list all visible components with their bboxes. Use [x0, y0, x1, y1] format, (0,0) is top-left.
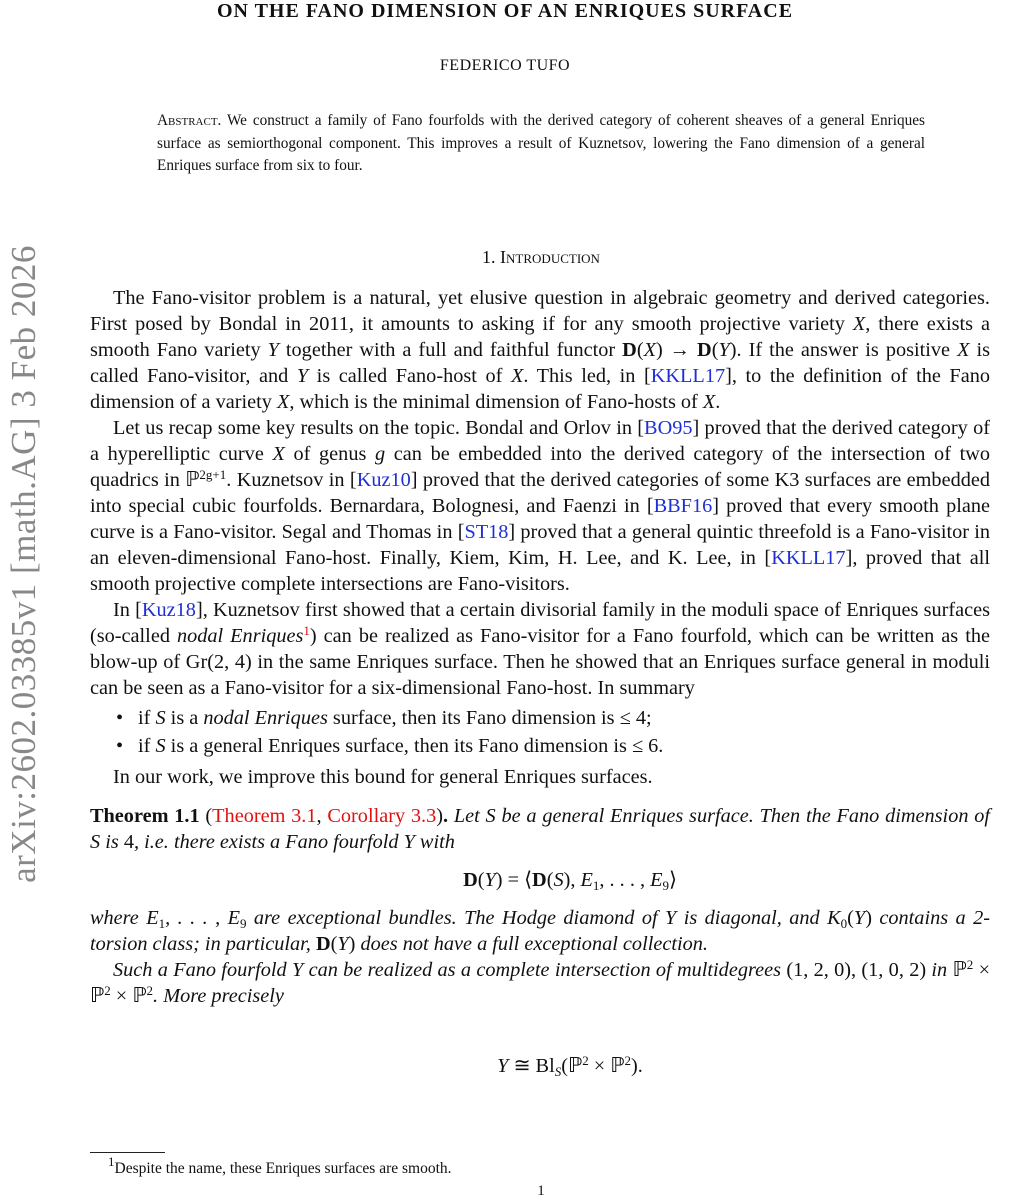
text-run: ], to the definition of the Fano dimension of a variety [90, 365, 990, 413]
text-run: can be embedded into the derived category of the intersection of two quadrics in ℙ [90, 443, 991, 491]
text-run: . Kuznetsov in [ [226, 469, 357, 491]
italic-text: nodal Enriques [176, 625, 304, 647]
text-run: , there exists a smooth Fano variety [90, 313, 990, 361]
text-run: (ℙ [561, 1055, 583, 1077]
equation-blowup [150, 1053, 990, 1079]
text-run: In our work, we improve this bound for general Enriques surfaces. [113, 766, 653, 788]
text-run: ) → [655, 339, 698, 361]
bold-text: D [315, 933, 331, 955]
italic-text: Y [267, 339, 279, 361]
text-run: of genus [284, 443, 375, 465]
text-run: × ℙ [90, 959, 991, 1007]
text-run: × ℙ [110, 985, 147, 1007]
text-run: Let us recap some key results on the topic. Bondal and Orlov in [ [113, 417, 645, 439]
italic-text: Y [296, 365, 309, 387]
italic-text: Y [718, 339, 730, 361]
text-run: ), [563, 869, 581, 891]
text-run: , which is the minimal dimension of Fano-hosts of [289, 391, 703, 413]
text-run: The Fano-visitor problem is a natural, yet elusive question in algebraic geometry and derived categories. First posed by Bondal in 2011, it amounts to asking if for any smooth projective variety [90, 287, 990, 335]
italic-text: contains a 2-torsion class; in particular, [90, 907, 990, 955]
arxiv-identifier: arXiv:2602.03385v1 [math.AG] 3 Feb 2026 [4, 245, 43, 883]
abstract [157, 110, 925, 178]
text-run: if [138, 707, 156, 729]
equation-derived-category [150, 867, 990, 893]
text-run: ≅ Bl [508, 1055, 555, 1077]
text-run: ⟩ [668, 869, 677, 891]
subscript: 1 [592, 878, 600, 893]
subscript: 1 [158, 916, 166, 931]
bold-text: D [463, 869, 478, 891]
subscript: 9 [239, 916, 247, 931]
text-run: is called Fano-visitor, and [90, 339, 990, 387]
subscript: 0 [840, 916, 848, 931]
paragraph-recap [90, 415, 990, 597]
superscript: 2 [582, 1053, 589, 1068]
footnote [108, 1154, 452, 1178]
superscript: 2 [146, 983, 154, 998]
text-run: ] proved that the derived categories of some K3 surfaces are embedded into special cubic fourfolds. Bernardara, Bolognesi, and Faenzi in [ [90, 469, 990, 517]
italic-text: in [926, 959, 953, 981]
superscript: 2g+1 [199, 467, 227, 482]
text-run: ) [865, 907, 872, 929]
theorem-statement [90, 803, 990, 855]
text-run: ( [546, 869, 554, 891]
bold-text: D [532, 869, 547, 891]
text-run: ) can be realized as Fano-visitor for a Fano fourfold, which can be written as the blow-up of Gr(2, 4) in the same Enriques surface. Then he showed that an Enriques surface general in moduli can be seen as a Fano-visitor for a six-dimensional Fano-host. In summary [90, 625, 990, 699]
italic-text: Let S be a general Enriques surface. Then the Fano dimension of S is [90, 805, 991, 853]
section-number: 1. [482, 247, 501, 267]
subscript: 9 [662, 878, 669, 893]
italic-text: E [580, 869, 593, 891]
italic-text: Y [337, 933, 349, 955]
text-run: , . . . , [599, 869, 651, 891]
italic-text: nodal Enriques [203, 707, 328, 729]
text-run: ) [348, 933, 356, 955]
section-title: Introduction [500, 247, 600, 267]
text-run: ] proved that a general quintic threefold is a Fano-visitor in an eleven-dimensional Fano-host. Finally, Kiem, Kim, H. Lee, and K. Lee, in [ [90, 521, 990, 569]
body-text [90, 285, 990, 1079]
italic-text: , i.e. there exists a Fano fourfold Y with [133, 831, 455, 853]
citation-link[interactable]: KKLL17 [650, 365, 726, 387]
list-item [138, 732, 990, 760]
citation-link[interactable]: Kuz18 [141, 599, 196, 621]
text-run: is a general Enriques surface, then its Fano dimension is ≤ 6. [165, 735, 664, 757]
text-run: (1, 2, 0), (1, 0, 2) [786, 959, 927, 981]
italic-text: , . . . , E [165, 907, 240, 929]
paragraph-our-work [90, 764, 990, 790]
citation-link[interactable]: KKLL17 [771, 547, 846, 569]
text-run: ], proved that all smooth projective complete intersections are Fano-visitors. [90, 547, 990, 595]
text-run: In [ [113, 599, 142, 621]
text-run: ] proved that every smooth plane curve is a Fano-visitor. Segal and Thomas in [ [90, 495, 990, 543]
italic-text: S [155, 735, 166, 757]
superscript: 2 [966, 957, 974, 972]
text-run: , [316, 805, 328, 827]
paper-title: ON THE FANO DIMENSION OF AN ENRIQUES SURFACE [216, 0, 794, 22]
text-run: ) = ⟨ [495, 869, 533, 891]
footnote-mark: 1 [108, 1154, 115, 1169]
section-heading [0, 247, 1010, 268]
author: FEDERICO TUFO [439, 57, 571, 74]
italic-text: g [375, 443, 386, 465]
italic-text: X [957, 339, 970, 361]
bold-text: Theorem 1.1 [90, 805, 200, 827]
cross-reference-link[interactable]: Theorem 3.1 [212, 805, 317, 827]
summary-list [90, 704, 990, 760]
superscript: 2 [104, 983, 111, 998]
theorem-realization [90, 957, 990, 1009]
cross-reference-link[interactable]: Corollary 3.3 [327, 805, 437, 827]
text-run: if [138, 735, 156, 757]
text-run: ℙ [952, 959, 967, 981]
text-run: ( [847, 907, 854, 929]
text-run: . This led, in [ [523, 365, 651, 387]
text-run: ] proved that the derived category of a hyperelliptic curve [90, 417, 990, 465]
text-run: ( [636, 339, 644, 361]
italic-text: where E [90, 907, 159, 929]
text-run: together with a full and faithful functor [278, 339, 623, 361]
list-item [138, 704, 990, 732]
italic-text: X [272, 443, 285, 465]
italic-text: Y [484, 869, 496, 891]
text-run: ( [477, 869, 485, 891]
paragraph-kuznetsov [90, 597, 990, 701]
italic-text: X [643, 339, 656, 361]
text-run: ). [631, 1055, 643, 1077]
superscript: 2 [624, 1053, 632, 1068]
italic-text: X [702, 391, 716, 413]
citation-link[interactable]: BBF16 [653, 495, 713, 517]
text-run: ( [199, 805, 213, 827]
italic-text: Such a Fano fourfold Y can be realized as a complete intersection of multidegrees [113, 959, 787, 981]
italic-text: . More precisely [153, 985, 284, 1007]
italic-text: E [650, 869, 663, 891]
bold-text: D [697, 339, 712, 361]
text-run: ( [711, 339, 719, 361]
footnote-link[interactable]: 1 [303, 623, 310, 638]
italic-text: are exceptional bundles. The Hodge diamond of Y is diagonal, and K [246, 907, 841, 929]
italic-text: S [155, 707, 166, 729]
citation-link[interactable]: BO95 [644, 417, 693, 439]
bold-text: . [443, 805, 449, 827]
italic-text: X [277, 391, 290, 413]
italic-text: S [553, 869, 564, 891]
italic-text: X [852, 313, 866, 335]
text-run: ). If the answer is positive [729, 339, 958, 361]
text-run: is called Fano-host of [308, 365, 511, 387]
abstract-label: Abstract. [157, 112, 222, 129]
text-run: . [715, 391, 721, 413]
italic-text: Y [497, 1055, 509, 1077]
text-run: ], Kuznetsov first showed that a certain divisorial family in the moduli space of Enriques surfaces (so-called [90, 599, 991, 647]
text-run: ) [436, 805, 443, 827]
footnote-text: Despite the name, these Enriques surfaces are smooth. [114, 1160, 452, 1177]
italic-text: Y [853, 907, 866, 929]
text-run: is a [165, 707, 204, 729]
text-run: × ℙ [588, 1055, 625, 1077]
citation-link[interactable]: ST18 [464, 521, 509, 543]
italic-text: does not have a full exceptional collection. [355, 933, 708, 955]
subscript: S [554, 1064, 562, 1079]
bold-text: D [622, 339, 637, 361]
paragraph-intro [90, 285, 990, 415]
text-run: 4 [123, 831, 134, 853]
page-number: 1 [537, 1183, 545, 1199]
citation-link[interactable]: Kuz10 [356, 469, 411, 491]
abstract-text: We construct a family of Fano fourfolds with the derived category of coherent sheaves of a general Enriques surface as semiorthogonal component. This improves a result of Kuznetsov, lowering the Fano dimension of a general Enriques surface from six to four. [157, 112, 925, 174]
text-run: ( [330, 933, 338, 955]
italic-text: X [510, 365, 524, 387]
footnote-rule [90, 1152, 165, 1153]
text-run: surface, then its Fano dimension is ≤ 4; [327, 707, 652, 729]
theorem-continuation [90, 905, 990, 957]
